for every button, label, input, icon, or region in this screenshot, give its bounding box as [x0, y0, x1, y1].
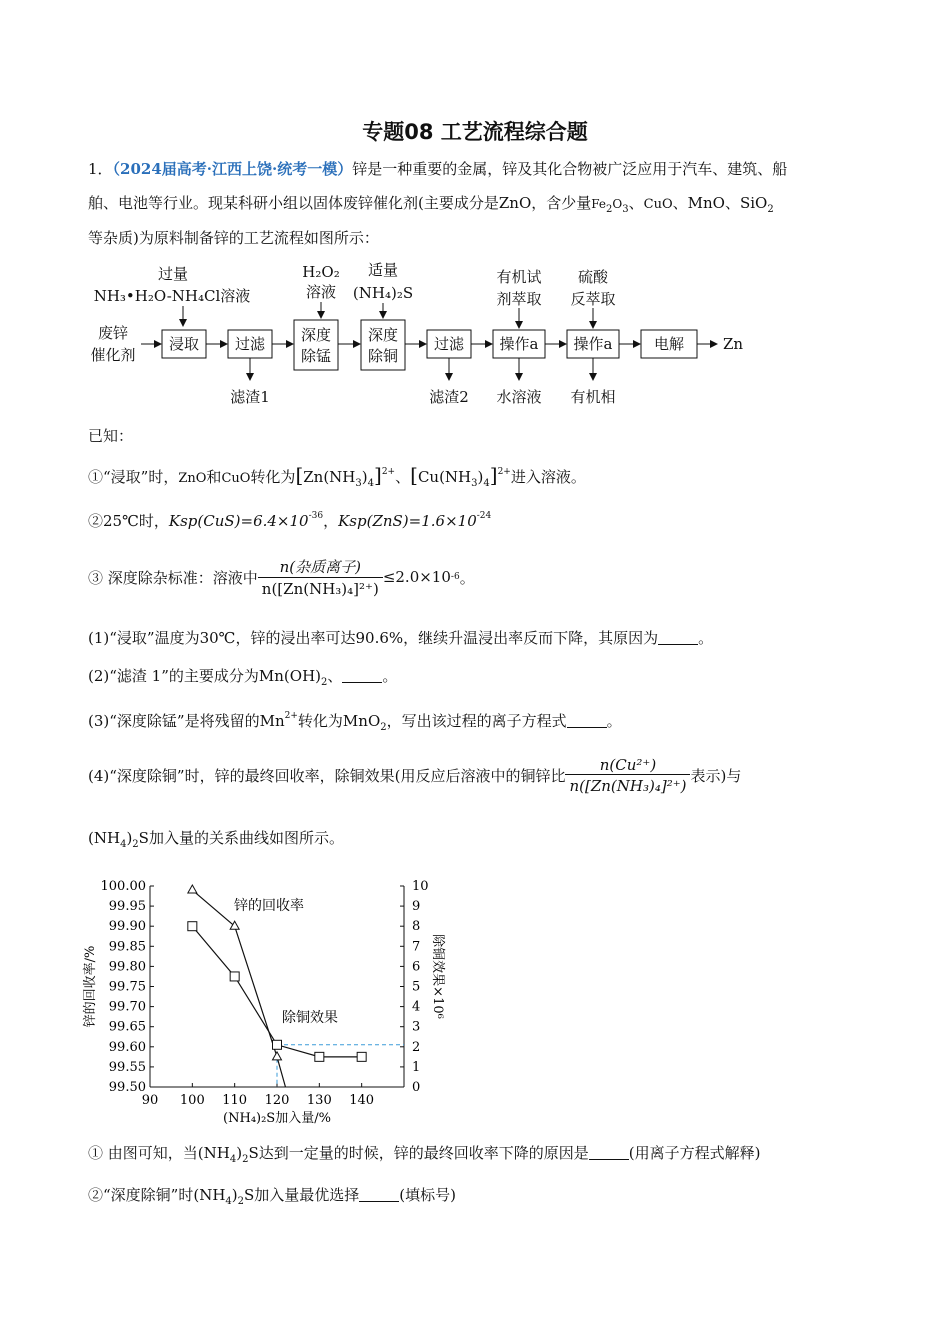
- formula-cuo: CuO: [643, 197, 673, 212]
- step-filter-1: 过滤: [234, 335, 266, 353]
- question-text: (用离子方程式解释): [628, 1144, 761, 1162]
- x-tick-label: 130: [306, 1093, 332, 1108]
- step-operation-a-1: 操作a: [499, 335, 539, 353]
- answer-blank[interactable]: [658, 630, 698, 645]
- formula-nh4-2s: (NH: [197, 1144, 230, 1162]
- x-tick-label: 120: [264, 1093, 290, 1108]
- y-tick-label: 99.60: [108, 1039, 146, 1055]
- cu-zn-ratio-fraction: [565, 756, 690, 795]
- fraction-numerator: n(杂质离子): [279, 558, 361, 576]
- formula-mn-ion: Mn: [259, 712, 285, 730]
- question-text: ，锌的浸出率可达: [235, 629, 356, 647]
- question-number: 1．: [88, 160, 113, 178]
- question-2: (2)“滤渣 1”的主要成分为$Mn(OH)_2$、 。: [88, 667, 398, 688]
- reagent4-b: 剂萃取: [496, 290, 542, 308]
- x-tick-label: 140: [349, 1093, 375, 1108]
- step-cu-removal-a: 深度: [367, 326, 399, 344]
- question-text: ，写出该过程的离子方程式: [386, 712, 567, 730]
- copper-removal-point: [188, 922, 197, 931]
- known-text: 和: [206, 468, 222, 486]
- known-text: 转化为: [250, 468, 296, 486]
- separator: 、: [628, 194, 644, 212]
- intro-text: 舶、电池等行业。现某科研小组以固体废锌催化剂(主要成分是ZnO，含少量: [88, 194, 592, 212]
- question-text: S加入量最优选择: [244, 1186, 360, 1204]
- y2-tick-label: 5: [412, 979, 421, 995]
- question-text: (2)“滤渣 1”的主要成分为: [88, 667, 259, 685]
- step-operation-a-2: 操作a: [573, 335, 613, 353]
- fraction-numerator: n(Cu²⁺): [599, 755, 657, 774]
- ksp-cus-exponent: -36: [308, 511, 324, 521]
- step-mn-removal-a: 深度: [300, 326, 332, 344]
- y2-tick-label: 10: [412, 879, 429, 894]
- question-text: (4)“深度除铜”时，锌的最终回收率，除铜效果(用反应后溶液中的铜锌比: [88, 766, 566, 785]
- separator: 、: [724, 194, 740, 212]
- question-text: S达到一定量的时候，锌的最终回收率下降的原因是: [248, 1144, 589, 1162]
- step-cu-removal-b: 除铜: [367, 347, 399, 365]
- question-4-2: ②“深度除铜”时$(NH_4)_2S$加入量最优选择 (填标号): [88, 1186, 457, 1207]
- x-tick-label: 90: [141, 1093, 159, 1108]
- product-zn: Zn: [722, 335, 744, 353]
- y2-axis-label: 除铜效果×10⁶: [430, 934, 445, 1019]
- y-tick-label: 99.95: [108, 899, 146, 915]
- known-item-2: [88, 506, 491, 531]
- known-text: 进入溶液。: [510, 468, 586, 486]
- formula-fe2o3: Fe: [591, 197, 607, 211]
- y-tick-label: 99.65: [108, 1019, 146, 1035]
- exponent: -6: [450, 572, 460, 582]
- step-mn-removal-b: 除锰: [300, 347, 332, 365]
- y2-tick-label: 7: [412, 939, 421, 955]
- y2-tick-label: 3: [412, 1019, 421, 1035]
- series-label-copper-removal: 除铜效果: [282, 1010, 338, 1026]
- question-text: (1)“浸取”温度为: [88, 629, 200, 647]
- reagent5-a: 硫酸: [577, 268, 609, 286]
- step-filter-2: 过滤: [433, 335, 465, 353]
- known-text: ≤2.0×10: [382, 568, 451, 586]
- question-3: (3)“深度除锰”是将残留的$Mn^{2+}$转化为MnO$_2$，写出该过程的离子方程式 。: [88, 711, 622, 733]
- question-text: ① 由图可知，当: [88, 1144, 198, 1162]
- formula-nh4-2s: (NH: [88, 829, 121, 847]
- formula-mno: MnO: [687, 194, 725, 212]
- feed-b: 催化剂: [90, 346, 136, 364]
- leach-rate: 90.6%: [355, 629, 404, 647]
- x-axis-label: (NH₄)₂S加入量/%: [223, 1111, 331, 1126]
- formula-zno: ZnO: [178, 471, 207, 486]
- question-text: (填标号): [399, 1186, 457, 1204]
- x-tick-label: 100: [179, 1093, 205, 1108]
- question-text: ②“深度除铜”时: [88, 1186, 194, 1204]
- question-4-continued: $(NH_4)_2S$加入量的关系曲线如图所示。: [88, 829, 344, 850]
- q1-intro-line-2: 舶、电池等行业。现某科研小组以固体废锌催化剂(主要成分是ZnO，含少量$Fe_2O_3$、CuO、MnO、SiO$_2$: [88, 194, 774, 215]
- step-leach: 浸取: [168, 335, 200, 353]
- copper-removal-point: [273, 1040, 282, 1049]
- formula-cu-complex: Cu(NH: [417, 468, 472, 486]
- question-source: （2024届高考·江西上饶·统考一模）: [112, 160, 353, 178]
- known-text: ③ 深度除杂标准：溶液中: [88, 568, 258, 587]
- known-item-1: ①“浸取”时，ZnO和CuO转化为$[Zn(NH_3)_4]^{2+}$、$[Cu(NH_3)_4]^{2+}$进入溶液。: [88, 463, 586, 489]
- question-text: (3)“深度除锰”是将残留的: [88, 712, 260, 730]
- ksp-zns-exponent: -24: [476, 511, 492, 521]
- reagent2-b: 溶液: [305, 283, 337, 301]
- question-text: 。: [698, 629, 714, 647]
- reagent1-bottom: NH₃•H₂O-NH₄Cl溶液: [93, 287, 251, 305]
- intro-text: 锌是一种重要的金属，锌及其化合物被广泛应用于汽车、建筑、船: [352, 160, 788, 178]
- formula-zn-complex: Zn(NH: [303, 468, 356, 486]
- copper-removal-line: [192, 926, 361, 1057]
- question-text: 。: [606, 712, 622, 730]
- reagent1-top: 过量: [157, 265, 189, 283]
- reagent4-a: 有机试: [496, 268, 542, 286]
- answer-blank[interactable]: [359, 1187, 399, 1202]
- y-tick-label: 99.85: [108, 939, 146, 955]
- recovery-chart: [82, 862, 462, 1132]
- zinc-recovery-point: [188, 885, 197, 893]
- y-tick-label: 99.80: [108, 959, 146, 975]
- y2-tick-label: 6: [412, 959, 421, 975]
- known-item-3: [88, 545, 475, 609]
- known-text: 。: [459, 568, 475, 587]
- question-text: 。: [382, 667, 398, 685]
- formula-sio2: SiO: [739, 194, 768, 212]
- q1-intro-line-1: [88, 159, 787, 179]
- separator: 、: [395, 468, 411, 486]
- formula-cuo: CuO: [221, 471, 251, 486]
- output-organic: 有机相: [570, 388, 616, 406]
- question-text: ，继续升温浸出率反而下降，其原因为: [403, 629, 659, 647]
- question-text: 转化为: [297, 712, 343, 730]
- series-label-zinc-recovery: 锌的回收率: [234, 898, 304, 914]
- y-tick-label: 99.70: [108, 999, 146, 1015]
- question-4: [88, 742, 741, 808]
- copper-removal-point: [315, 1052, 324, 1061]
- purity-ratio-fraction: [258, 556, 383, 598]
- x-tick-label: 110: [222, 1093, 248, 1108]
- y-tick-label: 99.50: [108, 1080, 146, 1095]
- ksp-cus: Ksp(CuS)=6.4×10: [168, 512, 309, 530]
- y2-tick-label: 4: [412, 999, 421, 1015]
- y2-tick-label: 9: [412, 899, 421, 915]
- known-label: 已知：: [88, 427, 134, 445]
- reagent5-b: 反萃取: [570, 290, 616, 308]
- question-1: [88, 628, 713, 648]
- known-text: ①“浸取”时，: [88, 468, 179, 486]
- answer-blank[interactable]: [342, 668, 382, 683]
- step-electrolysis: 电解: [653, 335, 685, 353]
- ksp-zns: Ksp(ZnS)=1.6×10: [338, 512, 477, 530]
- y-tick-label: 100.00: [100, 879, 146, 894]
- reagent2-a: H₂O₂: [302, 263, 340, 281]
- formula-mno2: MnO: [342, 712, 381, 730]
- zinc-recovery-point: [230, 921, 239, 929]
- y2-tick-label: 2: [412, 1039, 421, 1055]
- copper-removal-point: [230, 972, 239, 981]
- question-4-1: ① 由图可知，当$(NH_4)_2S$达到一定量的时候，锌的最终回收率下降的原因是 (用离子方程式解释): [88, 1144, 761, 1165]
- y-tick-label: 99.75: [108, 979, 146, 995]
- y2-tick-label: 1: [412, 1059, 421, 1075]
- answer-blank[interactable]: [589, 1145, 629, 1160]
- output-aqueous: 水溶液: [496, 388, 542, 406]
- y-tick-label: 99.55: [108, 1059, 146, 1075]
- reagent3-a: 适量: [367, 261, 399, 279]
- feed-a: 废锌: [97, 324, 129, 342]
- question-text: 表示)与: [690, 766, 742, 785]
- answer-blank[interactable]: [567, 713, 607, 728]
- fraction-denominator: n([Zn(NH₃)₄]²⁺): [565, 774, 690, 795]
- y2-tick-label: 8: [412, 919, 421, 935]
- formula-nh4-2s: (NH: [193, 1186, 226, 1204]
- separator: 、: [672, 194, 688, 212]
- output-residue-2: 滤渣2: [429, 388, 469, 406]
- zinc-recovery-point: [273, 1052, 282, 1060]
- formula-mnoh2: Mn(OH): [258, 667, 322, 685]
- output-residue-1: 滤渣1: [230, 388, 270, 406]
- known-text: ②25℃时，: [88, 512, 169, 530]
- q1-intro-line-3: 等杂质)为原料制备锌的工艺流程如图所示：: [88, 229, 379, 247]
- reagent3-b: (NH₄)₂S: [352, 284, 414, 302]
- question-text: S加入量的关系曲线如图所示。: [138, 829, 344, 847]
- page-title: 专题08 工艺流程综合题: [362, 120, 588, 144]
- separator: ，: [323, 512, 339, 530]
- fraction-denominator: n([Zn(NH₃)₄]²⁺): [258, 577, 383, 598]
- y2-tick-label: 0: [412, 1080, 421, 1095]
- copper-removal-point: [357, 1052, 366, 1061]
- y-tick-label: 99.90: [108, 919, 146, 935]
- zinc-recovery-line: [192, 890, 285, 1087]
- process-flow-diagram: [85, 258, 785, 410]
- y-axis-label: 锌的回收率/%: [83, 945, 98, 1028]
- separator: 、: [327, 667, 343, 685]
- temperature: 30℃: [199, 629, 236, 647]
